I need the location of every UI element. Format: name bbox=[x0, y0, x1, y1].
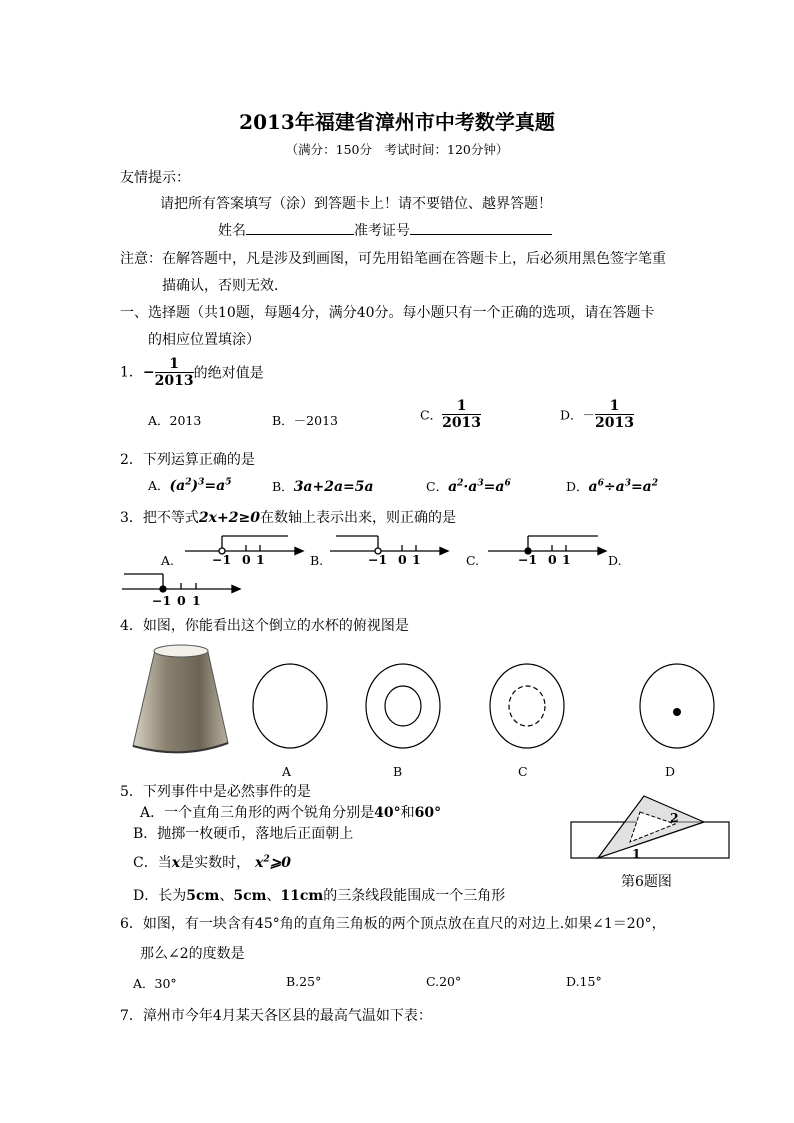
option-a-circle bbox=[253, 664, 327, 748]
q2-a-label: A． bbox=[148, 478, 170, 493]
q5-d-len1: 5cm bbox=[186, 888, 220, 904]
q1-d-label: D．－ bbox=[560, 407, 596, 423]
q3-label-d: D. bbox=[608, 553, 622, 568]
q1-number: 1． bbox=[120, 364, 143, 381]
exam-info: （满分：150分 考试时间：120分钟） bbox=[285, 142, 509, 157]
notice-label: 友情提示： bbox=[120, 170, 190, 186]
q4-label-d: D bbox=[665, 764, 676, 779]
name-field bbox=[218, 220, 552, 240]
q2-a-expr: $(a^2)^3=a^5$ bbox=[169, 477, 232, 494]
q3d-tick-0: 0 bbox=[177, 593, 186, 608]
q5-d-len3: 11cm bbox=[280, 888, 324, 904]
q1-c-den: 2013 bbox=[442, 415, 482, 432]
q1-minus: − bbox=[142, 364, 155, 381]
q1-c-fraction bbox=[442, 398, 481, 431]
option-c-dashed-circle bbox=[509, 686, 545, 726]
q6-angle-2: 2 bbox=[670, 810, 679, 825]
q3c-tick-1: 1 bbox=[562, 552, 571, 567]
q1-d-num: 1 bbox=[595, 398, 634, 415]
q1-option-c bbox=[420, 398, 481, 431]
q1-option-b: B．－2013 bbox=[272, 413, 338, 428]
question-7: 7．漳州市今年4月某天各区县的最高气温如下表： bbox=[120, 1008, 432, 1024]
q5-a-angle2: 60° bbox=[414, 805, 442, 821]
q1-fraction bbox=[155, 356, 194, 389]
q3-inequality: 2x+2≥0 bbox=[198, 510, 260, 526]
q3a-tick-0: 0 bbox=[242, 552, 251, 567]
section-heading: 一、选择题（共10题，每题4分，满分40分。每小题只有一个正确的选项，请在答题卡 bbox=[120, 305, 655, 321]
q5-d-len2: 5cm bbox=[233, 888, 267, 904]
question-5: 5．下列事件中是必然事件的是 bbox=[120, 784, 311, 800]
page-title: 2013年福建省漳州市中考数学真题 bbox=[239, 110, 555, 134]
notice-text: 请把所有答案填写（涂）到答题卡上！请不要错位、越界答题！ bbox=[160, 196, 552, 212]
note-line-2: 描确认，否则无效． bbox=[162, 278, 288, 294]
option-b-outer-circle bbox=[366, 664, 440, 748]
q6-figure-caption: 第6题图 bbox=[621, 874, 672, 890]
q5-option-d bbox=[133, 885, 505, 905]
q1-d-fraction bbox=[595, 398, 634, 431]
q5-d-post: 的三条线段能围成一个三角形 bbox=[323, 888, 506, 904]
q5-d-sep1: 、 bbox=[219, 888, 234, 904]
q3-label-b: B. bbox=[310, 553, 324, 568]
question-6: 6．如图，有一块含有45°角的直角三角板的两个顶点放在直尺的对边上.如果∠1＝20°， bbox=[120, 916, 666, 932]
q5-d-sep2: 、 bbox=[266, 888, 281, 904]
q2-c-label: C． bbox=[426, 479, 449, 494]
q1-c-num: 1 bbox=[442, 398, 481, 415]
question-2: 2．下列运算正确的是 bbox=[120, 452, 255, 468]
q3d-tick-1: 1 bbox=[192, 593, 201, 608]
q6-option-a: A．30° bbox=[133, 976, 177, 991]
q3d-tick-neg1: −1 bbox=[152, 593, 172, 608]
q6-option-d: D.15° bbox=[566, 974, 602, 989]
note-line-1: 注意：在解答题中，凡是涉及到画图，可先用铅笔画在答题卡上，后必须用黑色签字笔重 bbox=[120, 251, 666, 267]
q1-frac-num: 1 bbox=[155, 356, 194, 373]
q4-figures bbox=[0, 640, 794, 770]
option-d-circle bbox=[640, 664, 714, 748]
option-d-dot bbox=[673, 708, 681, 716]
q2-d-label: D． bbox=[566, 479, 589, 494]
q3c-tick-0: 0 bbox=[548, 552, 557, 567]
q5-option-b: B．抛掷一枚硬币，落地后正面朝上 bbox=[133, 826, 354, 842]
id-label: 准考证号 bbox=[354, 223, 410, 239]
q1-text: 的绝对值是 bbox=[193, 365, 264, 382]
question-3 bbox=[120, 507, 456, 527]
q5-a-and: 和 bbox=[400, 805, 415, 821]
q2-option-b bbox=[272, 477, 374, 495]
q1-option-d bbox=[560, 398, 634, 431]
q3a-tick-1: 1 bbox=[256, 552, 265, 567]
q5-d-pre: D．长为 bbox=[133, 888, 187, 904]
section-heading-2: 的相应位置填涂） bbox=[148, 332, 260, 348]
q1-frac-den: 2013 bbox=[154, 373, 194, 390]
q3-stem-pre: 3．把不等式 bbox=[120, 510, 199, 526]
q3a-tick-neg1: −1 bbox=[212, 552, 232, 567]
q2-b-label: B． bbox=[272, 479, 294, 494]
q5-a-text: A．一个直角三角形的两个锐角分别是 bbox=[140, 805, 375, 821]
q2-option-a bbox=[148, 476, 231, 494]
q1-d-den: 2013 bbox=[595, 415, 634, 432]
cup-image bbox=[133, 645, 228, 752]
name-label: 姓名 bbox=[218, 223, 246, 239]
q6-option-b: B.25° bbox=[286, 974, 322, 989]
option-c-outer-circle bbox=[490, 664, 564, 748]
q6-option-c: C.20° bbox=[426, 974, 462, 989]
q5-c-mid: 是实数时， bbox=[180, 855, 251, 871]
q3b-tick-1: 1 bbox=[412, 552, 421, 567]
name-blank bbox=[246, 220, 354, 235]
q3b-tick-0: 0 bbox=[398, 552, 407, 567]
q1-c-label: C． bbox=[420, 407, 443, 423]
q4-label-b: B bbox=[393, 764, 403, 779]
q2-option-d bbox=[566, 477, 658, 495]
question-4: 4．如图，你能看出这个倒立的水杯的俯视图是 bbox=[120, 618, 409, 634]
q3-label-a: A. bbox=[161, 553, 175, 568]
q1-option-a: A．2013 bbox=[148, 413, 202, 428]
q5-c-pre: C．当 bbox=[133, 855, 172, 871]
q3c-tick-neg1: −1 bbox=[518, 552, 538, 567]
question-6-line-2: 那么∠2的度数是 bbox=[140, 946, 245, 962]
q2-b-expr: 3a+2a=5a bbox=[293, 479, 374, 495]
q5-c-expr: $x^2⩾0$ bbox=[250, 854, 292, 871]
q3-number-lines bbox=[0, 528, 794, 608]
q3b-tick-neg1: −1 bbox=[368, 552, 388, 567]
q4-label-a: A bbox=[282, 764, 292, 779]
q6-figure bbox=[0, 790, 794, 870]
question-1 bbox=[120, 356, 264, 389]
q6-angle-1: 1 bbox=[632, 846, 641, 861]
q5-a-angle1: 40° bbox=[374, 805, 401, 821]
id-blank bbox=[410, 220, 552, 235]
q5-c-var: x bbox=[171, 855, 181, 871]
q3-label-c: C. bbox=[466, 553, 480, 568]
q2-d-expr: $a^6\div a^3=a^2$ bbox=[588, 478, 659, 495]
q2-c-expr: $a^2\cdot a^3=a^6$ bbox=[448, 478, 511, 495]
option-b-inner-circle bbox=[385, 686, 421, 726]
q2-option-c bbox=[426, 477, 511, 495]
q4-label-c: C bbox=[518, 764, 528, 779]
q3-stem-post: 在数轴上表示出来，则正确的是 bbox=[259, 510, 456, 526]
